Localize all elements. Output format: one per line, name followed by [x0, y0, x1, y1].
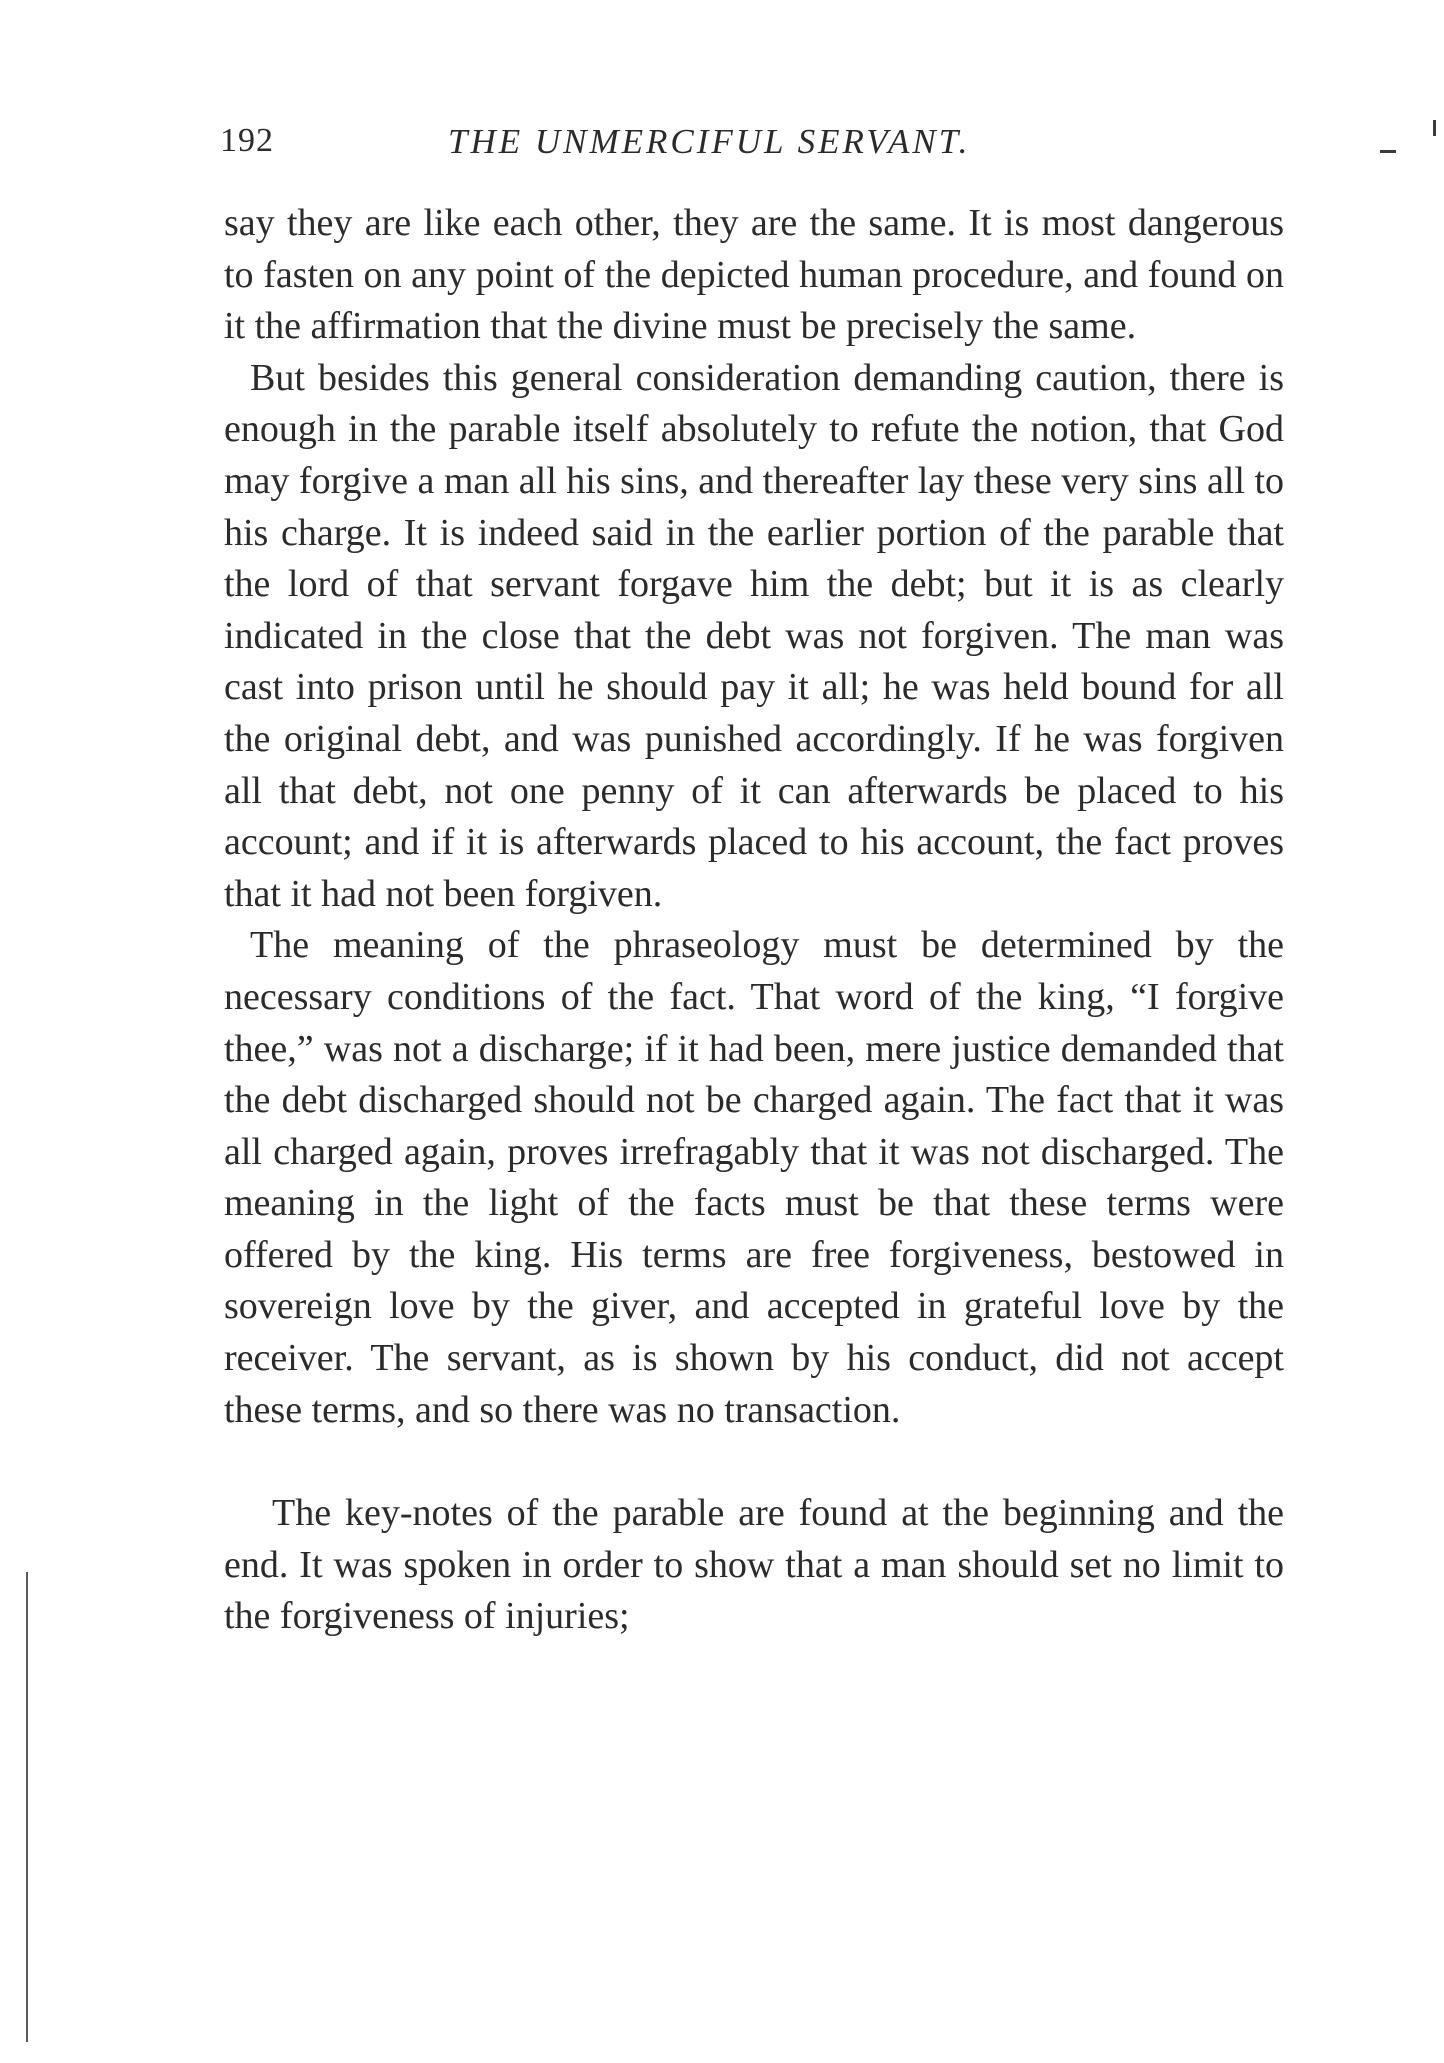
page-number: 192	[220, 122, 274, 159]
paragraph-continued: say they are like each other, they are the same. It is most dangerous to fasten on any point of the depicted human procedure, and found on it the affirmation that the divine must be precisely the same.	[224, 202, 1284, 348]
paragraph-section-start: The key-notes of the parable are found at the beginning and the end. It was spoken in order to show that a man should set no limit to the forgiveness of injuries;	[224, 1492, 1284, 1638]
paragraph: The meaning of the phraseology must be determined by the necessary conditions of the fact. That word of the king, “I forgive thee,” was not a discharge; if it had been, mere justice demanded that the debt discharged should not be charged again. The fact that it was all charged again, proves irrefragably that it was not discharged. The meaning in the light of the facts must be that these terms were offered by the king. His terms are free forgiveness, bestowed in sovereign love by the giver, and accepted in grateful love by the receiver. The servant, as is shown by his conduct, did not accept these terms, and so there was no transaction.	[224, 924, 1284, 1431]
page-header	[220, 122, 1280, 182]
scan-mark	[1433, 120, 1436, 136]
scan-mark	[1380, 150, 1396, 153]
running-title: THE UNMERCIFUL SERVANT.	[448, 122, 971, 161]
body-text	[224, 198, 1284, 1643]
gutter-line	[26, 1572, 28, 2042]
paragraph: But besides this general consideration demanding caution, there is enough in the parable itself absolutely to refute the notion, that God may forgive a man all his sins, and thereafter lay these very sins all to his charge. It is indeed said in the earlier portion of the parable that the lord of that servant forgave him the debt; but it is as clearly indicated in the close that the debt was not forgiven. The man was cast into prison until he should pay it all; he was held bound for all the original debt, and was punished accordingly. If he was forgiven all that debt, not one penny of it can afterwards be placed to his account; and if it is afterwards placed to his account, the fact proves that it had not been forgiven.	[224, 356, 1284, 915]
